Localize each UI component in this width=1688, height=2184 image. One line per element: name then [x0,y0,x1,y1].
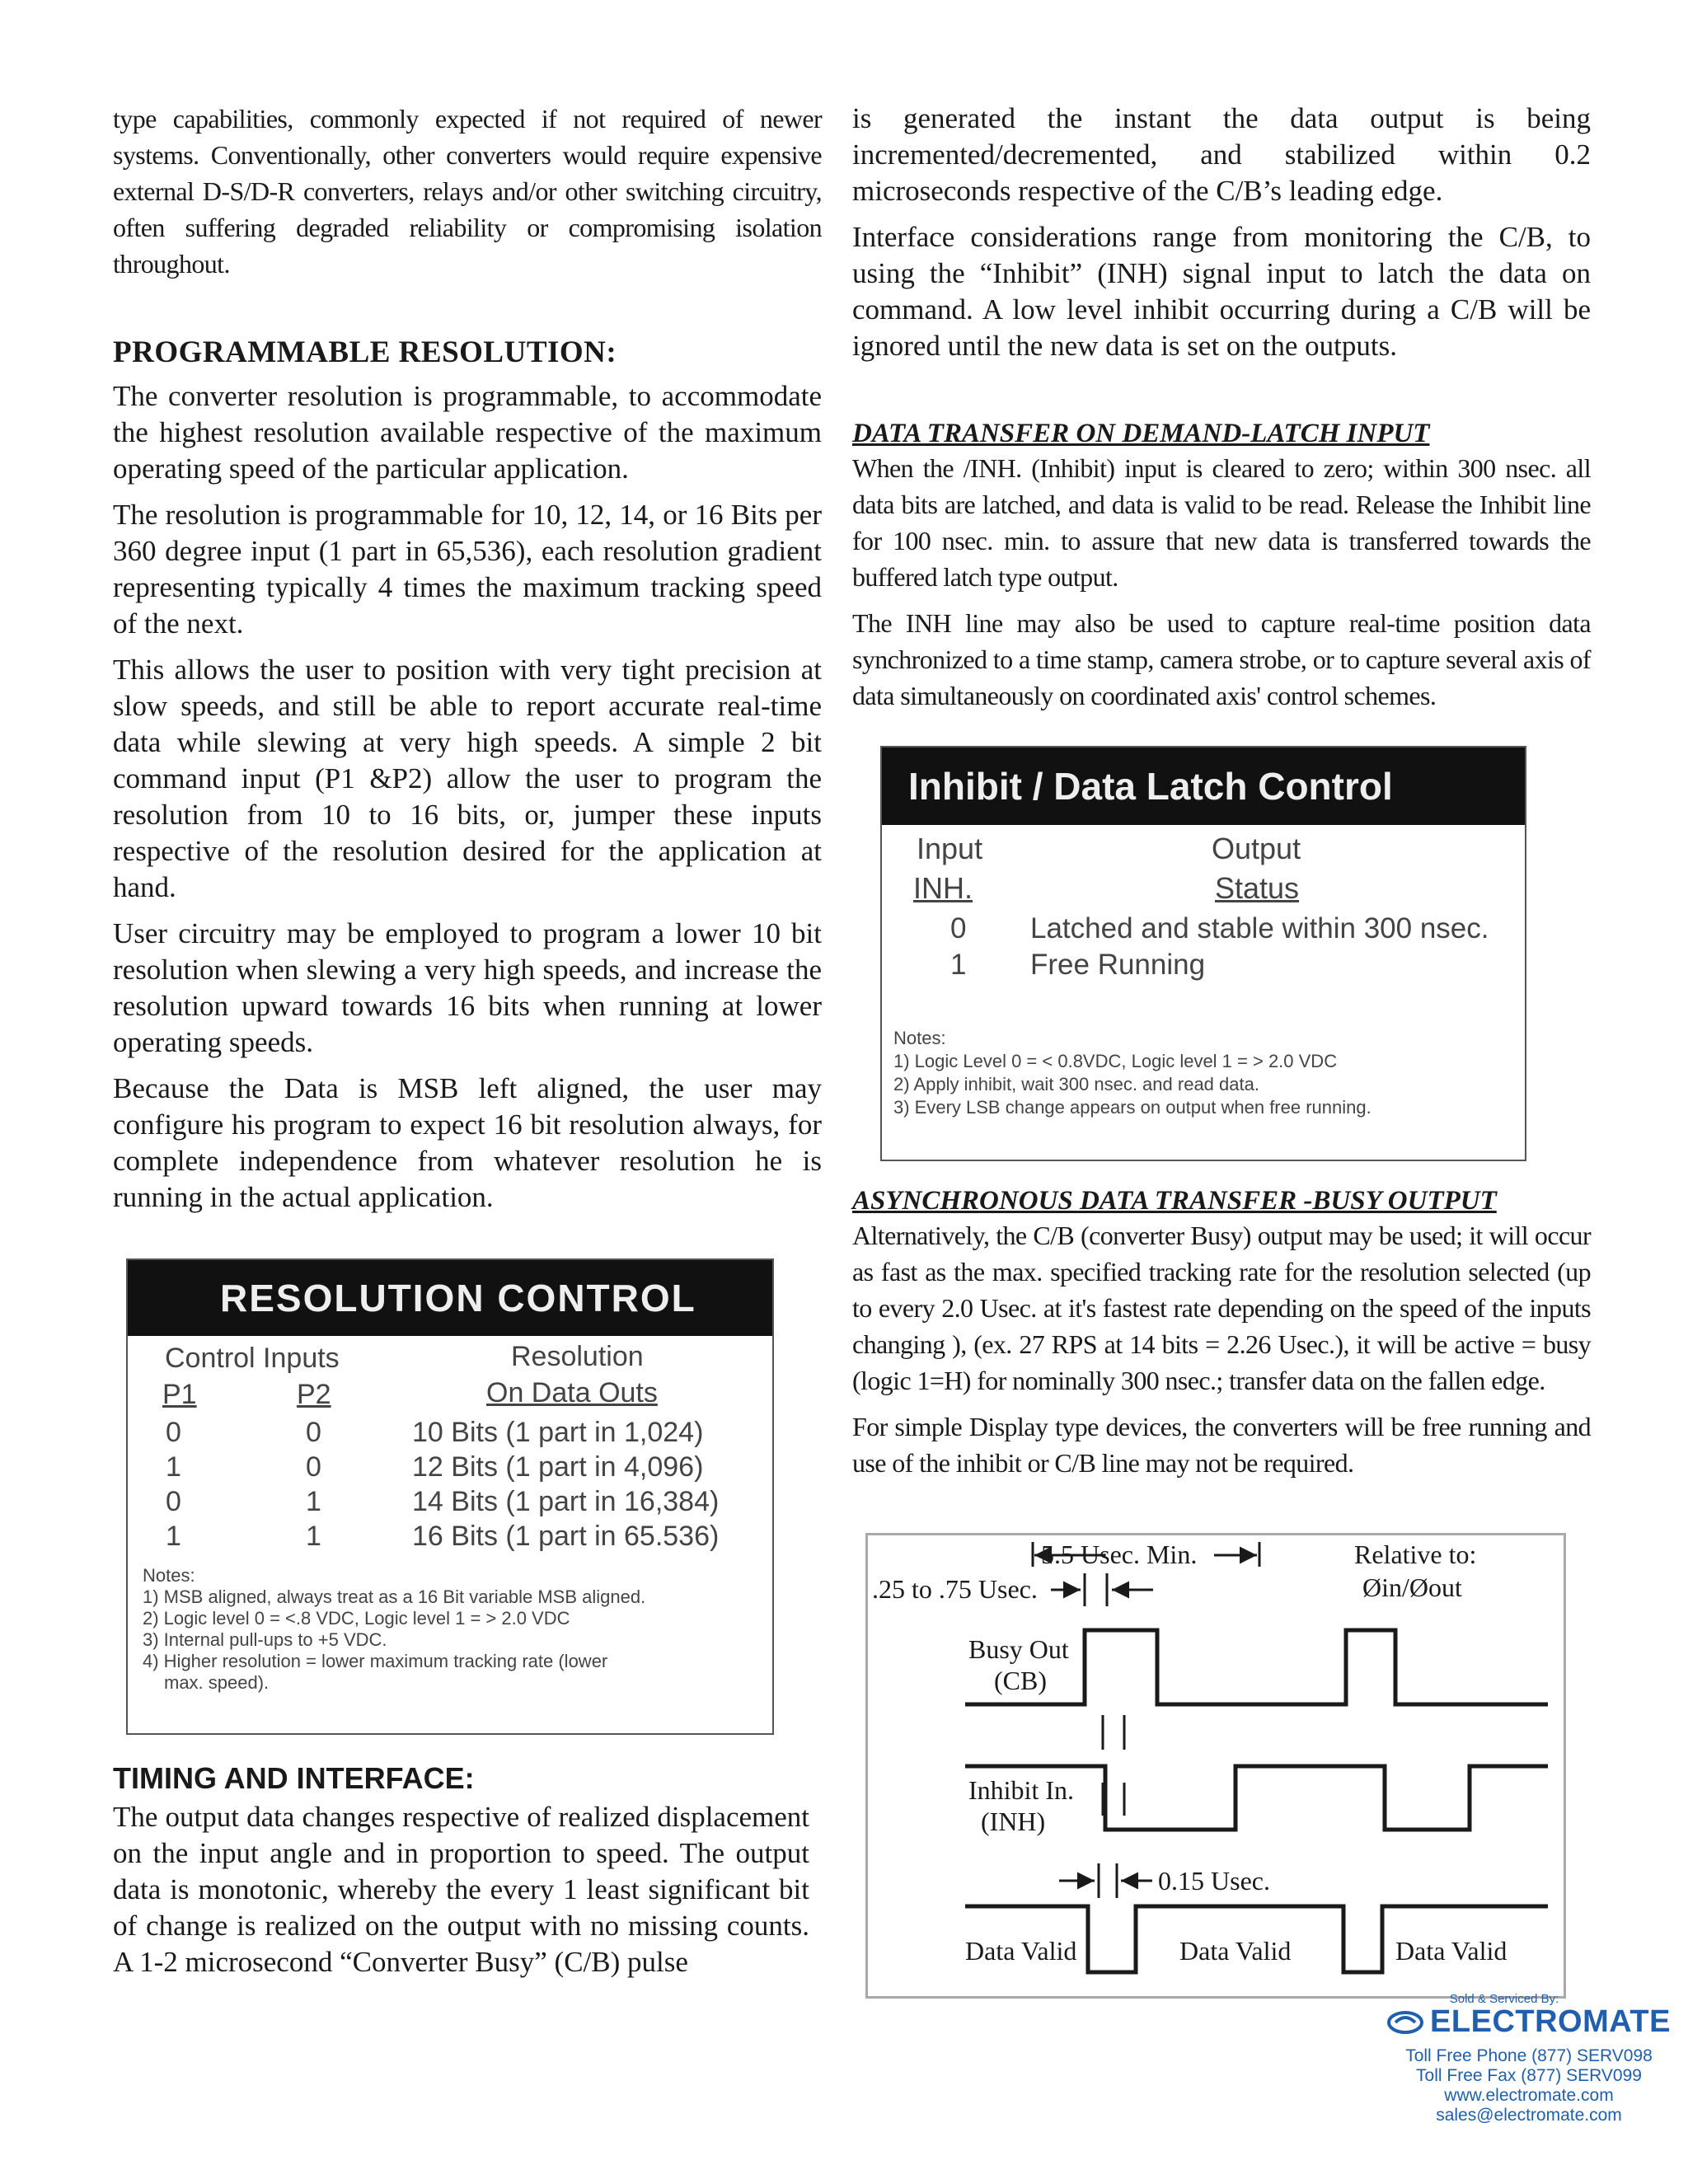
busy-sub-label: (CB) [994,1666,1047,1695]
res-note-2: 2) Logic level 0 = <.8 VDC, Logic level 1 = > 2.0 VDC [143,1608,570,1629]
res-notes-label: Notes: [143,1565,195,1586]
inhibit-note-3: 3) Every LSB change appears on output when free running. [893,1097,1372,1118]
inhibit-label: Inhibit In. [968,1775,1074,1805]
res-note-4: 4) Higher resolution = lower maximum tracking rate (lower [143,1651,608,1671]
electromate-logo-icon [1387,2009,1423,2036]
async-paragraph-1: Alternatively, the C/B (converter Busy) output may be used; it will occur as fast as the max. specified tracking rate for the resolution selected (up to every 2.0 Usec. at it's fastest rate depending on the speed of the inputs changing ), (ex. 27 RPS at 14 bits = 2.26 Usec.), it will be active = busy (logic 1=H) for nominally 300 nsec.; transfer data on the fallen edge. [852,1221,1591,1395]
inhibit-notes-label: Notes: [893,1028,946,1048]
latch-paragraph-1: When the /INH. (Inhibit) input is cleared to zero; within 300 nsec. all data bits are latched, and data is valid to be read. Release the Inhibit line for 100 nsec. min. to assure that new data is transferred towards the buffered latch type output. [852,453,1591,592]
toll-free-fax: Toll Free Fax (877) SERV099 [1416,2066,1642,2085]
programmable-resolution-heading: PROGRAMMABLE RESOLUTION: [113,335,617,369]
inhibit-latch-table [880,746,1526,1161]
control-inputs-header: Control Inputs [165,1343,340,1374]
p2-header: P2 [297,1379,331,1410]
resolution-table-title: RESOLUTION CONTROL [128,1260,772,1336]
res-row-3-p2: 1 [306,1486,321,1517]
on-data-outs-header: On Data Outs [486,1377,658,1408]
min-label: 5.5 Usec. Min. [1041,1540,1198,1569]
email-link[interactable]: sales@electromate.com [1436,2106,1622,2125]
data-valid-3: Data Valid [1395,1936,1507,1966]
res-note-3: 3) Internal pull-ups to +5 VDC. [143,1629,387,1650]
prog-paragraph-3: This allows the user to position with very tight precision at slow speeds, and still be able to report accurate real-time data while slewing at very high speeds. A simple 2 bit command input (P1 &P2) allow the user to program the resolution from 10 to 16 bits, or, jumper these inputs respective of the resolution desired for the application at hand. [113,654,822,903]
inhibit-inh-header: INH. [913,871,973,905]
sold-by-label: Sold & Serviced By: [1449,1992,1559,2006]
p1-header: P1 [162,1379,197,1410]
inhibit-note-2: 2) Apply inhibit, wait 300 nsec. and read data. [893,1074,1259,1094]
intro-paragraph: type capabilities, commonly expected if not required of newer systems. Conventionally, other converters would require expensive external D-S/D-R converters, relays and/or other switching circuitry, often suffering degraded reliability or compromising isolation throughout. [113,104,822,279]
busy-label: Busy Out [968,1634,1069,1664]
usec-label: 0.15 Usec. [1158,1866,1270,1896]
res-row-4-p1: 1 [166,1521,181,1552]
res-row-2-value: 12 Bits (1 part in 4,096) [412,1451,704,1483]
inhibit-sub-label: (INH) [981,1807,1046,1836]
right-paragraph-2: Interface considerations range from monitoring the C/B, to using the “Inhibit” (INH) signal input to latch the data on command. A low level inhibit occurring during a C/B will be ignored until the new data is set on the outputs. [852,221,1591,362]
res-row-2-p2: 0 [306,1451,321,1483]
res-row-2-p1: 1 [166,1451,181,1483]
res-row-1-p2: 0 [306,1417,321,1448]
res-note-4-cont: max. speed). [164,1672,270,1693]
inhibit-status-header: Status [1215,871,1300,905]
res-row-1-p1: 0 [166,1417,181,1448]
distributor-footer [1381,1993,1677,2125]
phase-label: Øin/Øout [1362,1572,1462,1602]
async-heading: ASYNCHRONOUS DATA TRANSFER -BUSY OUTPUT [852,1186,1497,1216]
async-paragraph-2: For simple Display type devices, the converters will be free running and use of the inhibit or C/B line may not be required. [852,1412,1591,1478]
resolution-control-table [126,1258,774,1735]
res-row-4-p2: 1 [306,1521,321,1552]
range-label: .25 to .75 Usec. [872,1574,1038,1604]
res-row-1-value: 10 Bits (1 part in 1,024) [412,1417,704,1448]
res-row-3-value: 14 Bits (1 part in 16,384) [412,1486,720,1517]
timing-paragraph: The output data changes respective of realized displacement on the input angle and in proportion to speed. The output data is monotonic, whereby the every 1 least significant bit of change is realized on the output with no missing counts. A 1-2 microsecond “Converter Busy” (C/B) pulse [113,1801,809,1978]
res-row-4-value: 16 Bits (1 part in 65.536) [412,1521,720,1552]
latch-heading: DATA TRANSFER ON DEMAND-LATCH INPUT [852,419,1430,448]
left-column [113,101,822,1226]
async-section [852,1184,1591,1491]
toll-free-phone: Toll Free Phone (877) SERV098 [1405,2046,1653,2065]
brand-row [1381,2004,1677,2040]
inhibit-row-1-status: Latched and stable within 300 nsec. [1030,912,1489,944]
prog-paragraph-5: Because the Data is MSB left aligned, the user may configure his program to expect 16 bit resolution always, for complete independence from whatever resolution he is running in the actual application. [113,1072,822,1213]
inhibit-output-header: Output [1212,832,1301,865]
resolution-header: Resolution [511,1341,644,1372]
prog-paragraph-1: The converter resolution is programmable, to accommodate the highest resolution available respective of the maximum operating speed of the particular application. [113,380,822,485]
prog-paragraph-2: The resolution is programmable for 10, 12, 14, or 16 Bits per 360 degree input (1 part in 65,536), each resolution gradient representing typically 4 times the maximum tracking speed of the next. [113,499,822,640]
res-row-3-p1: 0 [166,1486,181,1517]
inhibit-input-header: Input [917,832,983,865]
inhibit-table-title: Inhibit / Data Latch Control [882,748,1525,825]
website-link[interactable]: www.electromate.com [1444,2086,1614,2105]
right-paragraph-1: is generated the instant the data output is being incremented/decremented, and stabilized within 0.2 microseconds respective of the C/B’s leading edge. [852,102,1591,207]
timing-section [113,1761,809,1990]
right-column [852,101,1591,724]
brand-name: ELECTROMATE [1430,2004,1671,2039]
res-note-1: 1) MSB aligned, always treat as a 16 Bit variable MSB aligned. [143,1586,646,1607]
data-valid-2: Data Valid [1179,1936,1292,1966]
inhibit-row-2-inh: 1 [950,949,967,981]
inhibit-note-1: 1) Logic Level 0 = < 0.8VDC, Logic level 1 = > 2.0 VDC [893,1051,1338,1071]
data-valid-1: Data Valid [965,1936,1077,1966]
timing-diagram [865,1533,1566,1999]
latch-paragraph-2: The INH line may also be used to capture real-time position data synchronized to a time stamp, camera strobe, or to capture several axis of data simultaneously on coordinated axis' control schemes. [852,608,1591,710]
relative-label: Relative to: [1354,1540,1477,1569]
timing-interface-heading: TIMING AND INTERFACE: [113,1761,475,1795]
prog-paragraph-4: User circuitry may be employed to program a lower 10 bit resolution when slewing a very high speeds, and increase the resolution upward towards 16 bits when running at lower operating speeds. [113,917,822,1058]
inhibit-row-2-status: Free Running [1030,949,1206,981]
inhibit-row-1-inh: 0 [950,912,967,944]
